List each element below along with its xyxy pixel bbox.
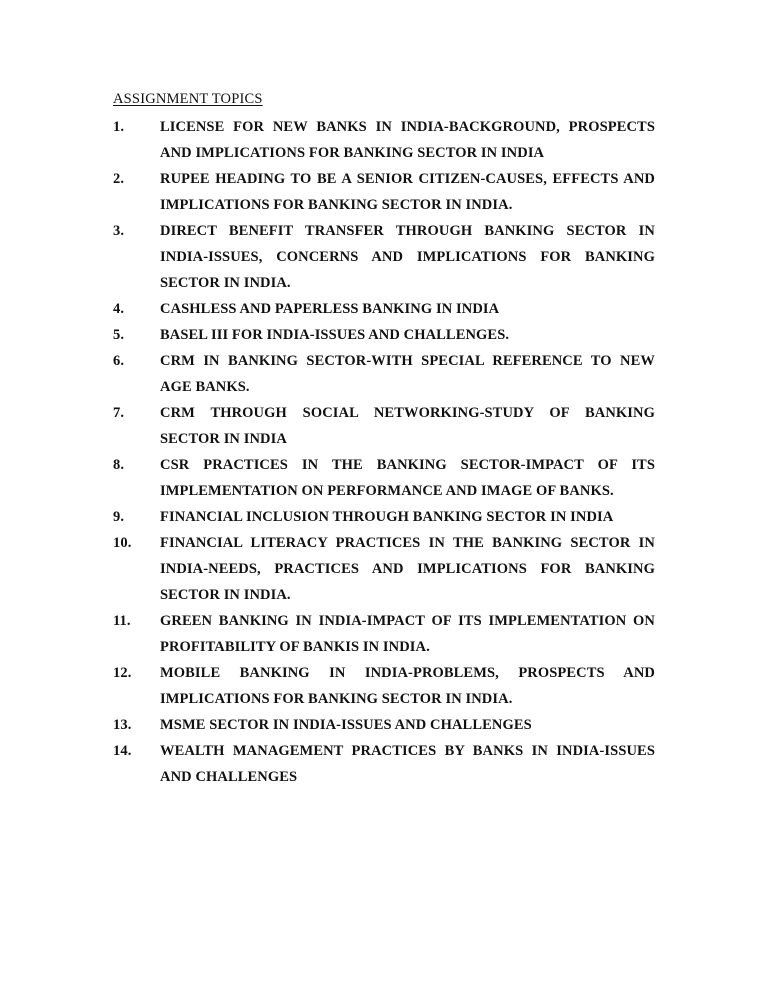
list-item xyxy=(113,660,655,712)
list-item-number: 9. xyxy=(113,509,125,525)
list-item-number: 7. xyxy=(113,405,125,421)
list-item-number: 3. xyxy=(113,223,125,239)
list-item-text: MOBILE BANKING IN INDIA-PROBLEMS, PROSPECTS AND IMPLICATIONS FOR BANKING SECTOR IN INDIA. xyxy=(160,665,655,707)
list-item-number: 12. xyxy=(113,665,132,681)
list-item-text: CRM THROUGH SOCIAL NETWORKING-STUDY OF BANKING SECTOR IN INDIA xyxy=(160,405,655,447)
list-item xyxy=(113,166,655,218)
page-title: ASSIGNMENT TOPICS xyxy=(113,91,263,107)
list-item xyxy=(113,348,655,400)
list-item-number: 4. xyxy=(113,301,125,317)
list-item xyxy=(113,322,655,348)
list-item-text: MSME SECTOR IN INDIA-ISSUES AND CHALLENGES xyxy=(160,717,532,733)
list-item-text: FINANCIAL INCLUSION THROUGH BANKING SECTOR IN INDIA xyxy=(160,509,614,525)
list-item-number: 14. xyxy=(113,743,132,759)
list-item xyxy=(113,296,655,322)
list-item xyxy=(113,738,655,790)
list-item-number: 6. xyxy=(113,353,125,369)
list-item xyxy=(113,452,655,504)
list-item-text: WEALTH MANAGEMENT PRACTICES BY BANKS IN INDIA-ISSUES AND CHALLENGES xyxy=(160,743,655,785)
list-item xyxy=(113,114,655,166)
list-item xyxy=(113,712,655,738)
list-item-text: CRM IN BANKING SECTOR-WITH SPECIAL REFERENCE TO NEW AGE BANKS. xyxy=(160,353,655,395)
list-item-text: DIRECT BENEFIT TRANSFER THROUGH BANKING SECTOR IN INDIA-ISSUES, CONCERNS AND IMPLICATIONS FOR BANKING SECTOR IN INDIA. xyxy=(160,223,655,291)
list-item-number: 1. xyxy=(113,119,125,135)
list-item-text: GREEN BANKING IN INDIA-IMPACT OF ITS IMPLEMENTATION ON PROFITABILITY OF BANKIS IN INDIA. xyxy=(160,613,655,655)
list-item-number: 8. xyxy=(113,457,125,473)
list-item-number: 10. xyxy=(113,535,132,551)
list-item-text: CASHLESS AND PAPERLESS BANKING IN INDIA xyxy=(160,301,500,317)
list-item-text: BASEL III FOR INDIA-ISSUES AND CHALLENGES. xyxy=(160,327,510,343)
list-item-text: FINANCIAL LITERACY PRACTICES IN THE BANKING SECTOR IN INDIA-NEEDS, PRACTICES AND IMPLICATIONS FOR BANKING SECTOR IN INDIA. xyxy=(160,535,655,603)
list-item xyxy=(113,530,655,608)
list-item-number: 5. xyxy=(113,327,125,343)
list-item xyxy=(113,504,655,530)
list-item-number: 11. xyxy=(113,613,131,629)
list-item-number: 2. xyxy=(113,171,125,187)
list-item xyxy=(113,400,655,452)
topic-list xyxy=(113,114,655,790)
list-item-text: RUPEE HEADING TO BE A SENIOR CITIZEN-CAUSES, EFFECTS AND IMPLICATIONS FOR BANKING SECTOR IN INDIA. xyxy=(160,171,655,213)
list-item-number: 13. xyxy=(113,717,132,733)
list-item xyxy=(113,608,655,660)
list-item xyxy=(113,218,655,296)
list-item-text: LICENSE FOR NEW BANKS IN INDIA-BACKGROUND, PROSPECTS AND IMPLICATIONS FOR BANKING SECTOR IN INDIA xyxy=(160,119,655,161)
list-item-text: CSR PRACTICES IN THE BANKING SECTOR-IMPACT OF ITS IMPLEMENTATION ON PERFORMANCE AND IMAGE OF BANKS. xyxy=(160,457,655,499)
